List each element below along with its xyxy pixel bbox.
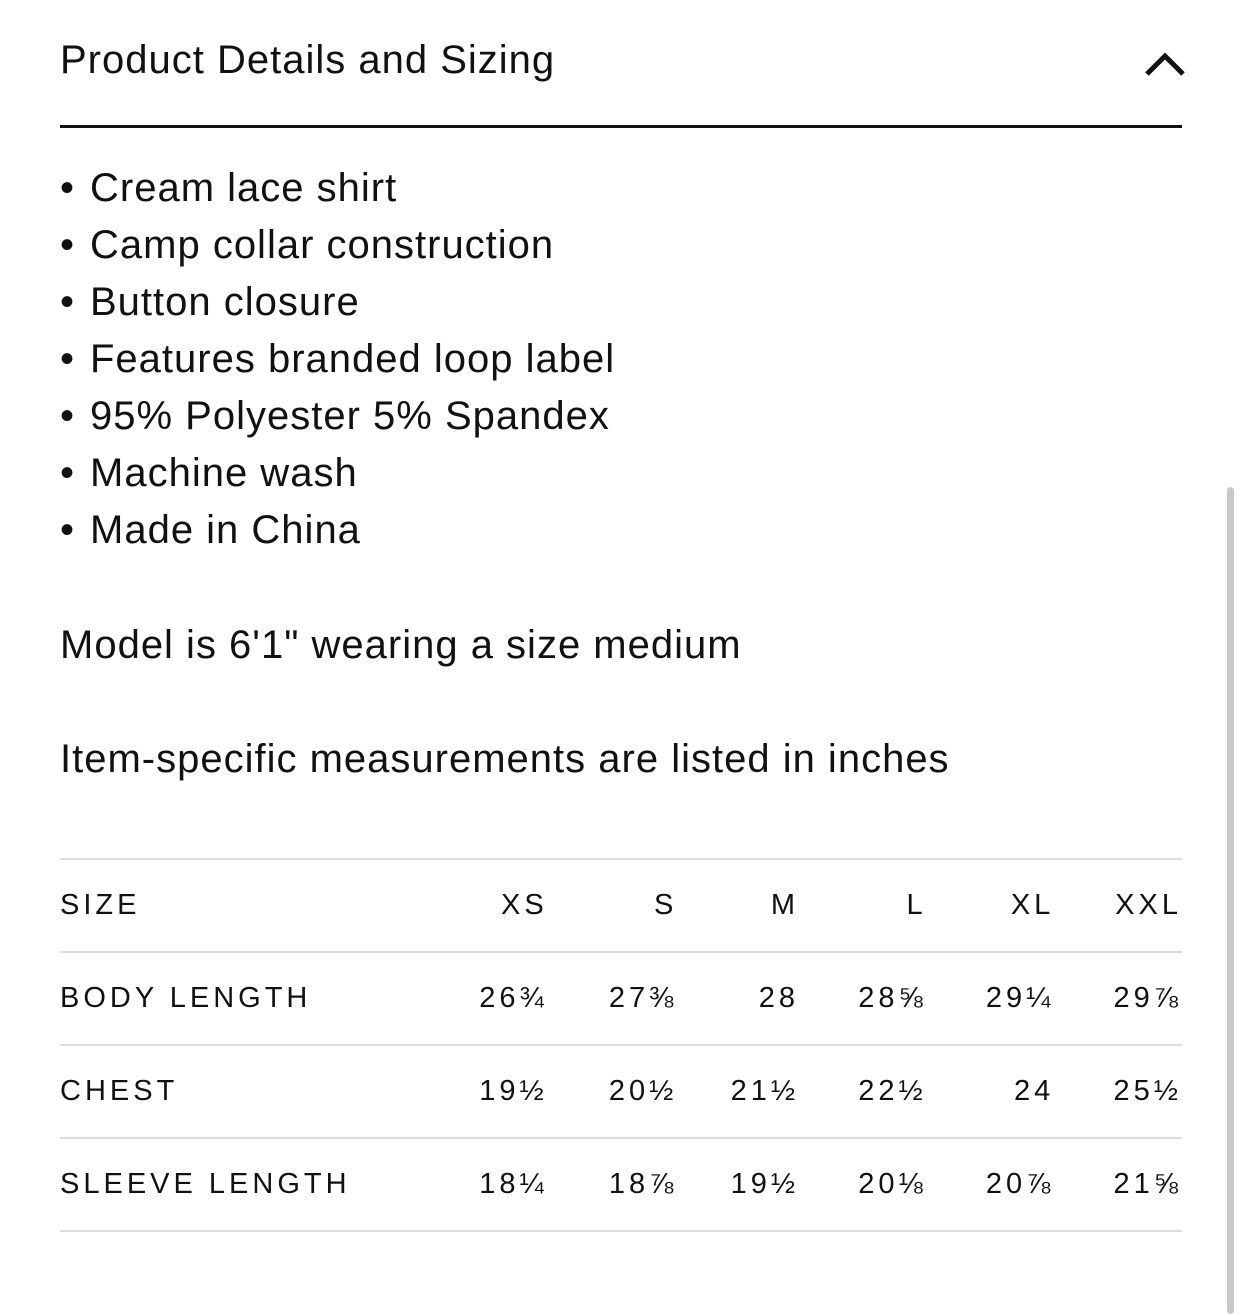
list-item: [60, 160, 615, 217]
table-cell: 21⅝: [1113, 1168, 1182, 1200]
list-item: [60, 274, 615, 331]
row-label-sleeve-length: SLEEVE LENGTH: [60, 1168, 351, 1200]
list-item-text: Camp collar construction: [90, 223, 555, 267]
column-header-s: S: [653, 889, 678, 921]
scrollbar-thumb[interactable]: [1227, 487, 1234, 1314]
table-cell: 20⅞: [985, 1168, 1055, 1200]
column-header-size: SIZE: [60, 889, 141, 921]
table-row: [60, 952, 1182, 1045]
list-item-text: Made in China: [90, 508, 361, 552]
column-header-xl: XL: [1010, 889, 1055, 921]
table-cell: 21½: [730, 1075, 800, 1107]
column-header-xs: XS: [501, 889, 548, 921]
table-cell: 18¼: [479, 1168, 548, 1200]
list-item-text: Features branded loop label: [90, 337, 616, 381]
table-cell: 29¼: [985, 982, 1055, 1014]
list-item: [60, 217, 615, 274]
bullet-icon: •: [60, 394, 76, 438]
table-cell: 28: [758, 982, 800, 1014]
table-row: [60, 1045, 1182, 1138]
table-header-row: [60, 859, 1182, 952]
table-cell: 29⅞: [1113, 982, 1182, 1014]
table-cell: 24: [1014, 1075, 1055, 1107]
product-details-list: [60, 160, 615, 559]
table-row: [60, 1138, 1182, 1231]
list-item-text: Button closure: [90, 280, 360, 324]
table-cell: 20⅛: [858, 1168, 927, 1200]
model-size-note: Model is 6'1" wearing a size medium: [60, 623, 742, 667]
table-cell: 20½: [608, 1075, 678, 1107]
table-cell: 22½: [858, 1075, 927, 1107]
list-item: [60, 445, 615, 502]
chevron-up-icon[interactable]: [1142, 44, 1188, 84]
column-header-l: L: [906, 889, 927, 921]
bullet-icon: •: [60, 337, 76, 381]
measurement-unit-note: Item-specific measurements are listed in inches: [60, 737, 950, 781]
list-item-text: Machine wash: [90, 451, 358, 495]
table-cell: 25½: [1113, 1075, 1182, 1107]
product-details-accordion: [60, 0, 1182, 1200]
table-cell: 27⅜: [608, 982, 678, 1014]
list-item: [60, 502, 615, 559]
size-chart-table: [60, 858, 1182, 1232]
bullet-icon: •: [60, 508, 76, 552]
list-item: [60, 331, 615, 388]
row-label-body-length: BODY LENGTH: [60, 982, 312, 1014]
table-cell: 18⅞: [608, 1168, 678, 1200]
table-cell: 26¾: [479, 982, 548, 1014]
column-header-xxl: XXL: [1115, 889, 1182, 921]
bullet-icon: •: [60, 223, 76, 267]
bullet-icon: •: [60, 451, 76, 495]
list-item-text: Cream lace shirt: [90, 166, 398, 210]
table-cell: 28⅝: [858, 982, 927, 1014]
row-label-chest: CHEST: [60, 1075, 179, 1107]
list-item-text: 95% Polyester 5% Spandex: [90, 394, 610, 438]
bullet-icon: •: [60, 166, 76, 210]
table-cell: 19½: [730, 1168, 800, 1200]
table-cell: 19½: [479, 1075, 548, 1107]
list-item: [60, 388, 615, 445]
accordion-title: Product Details and Sizing: [60, 38, 556, 82]
column-header-m: M: [770, 889, 800, 921]
bullet-icon: •: [60, 280, 76, 324]
accordion-header[interactable]: [60, 0, 1182, 128]
